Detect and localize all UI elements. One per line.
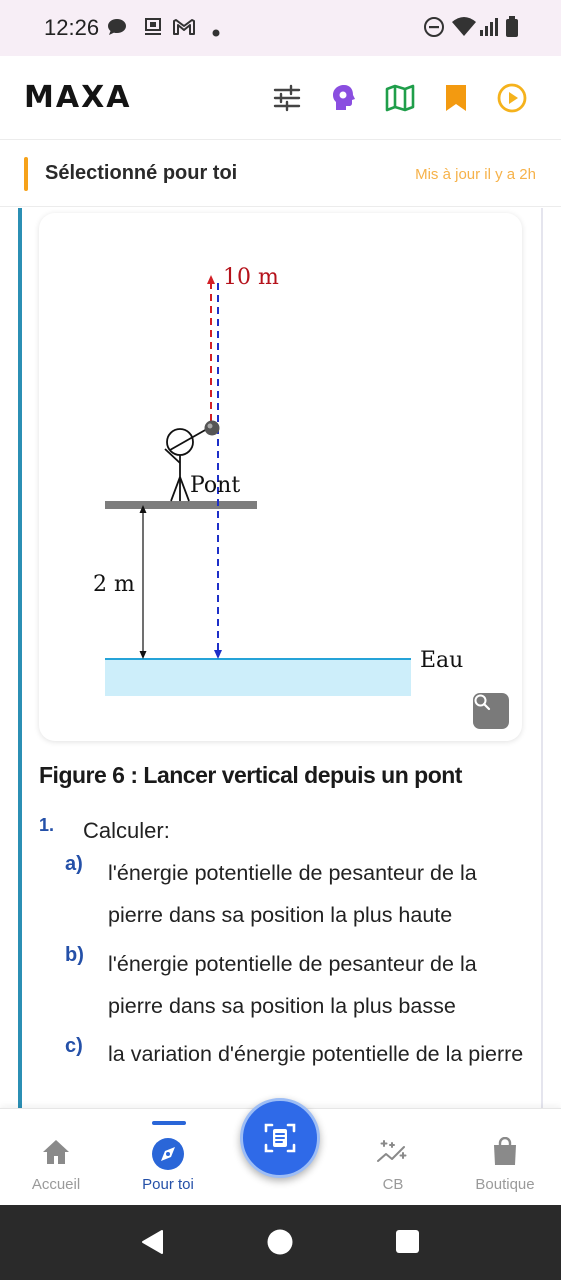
downward-path-arrow	[214, 650, 222, 659]
shopping-bag-icon	[491, 1137, 519, 1172]
section-header	[0, 141, 561, 207]
wifi-icon	[451, 16, 477, 43]
home-circle-icon	[267, 1229, 293, 1255]
back-button[interactable]	[140, 1229, 164, 1260]
do-not-disturb-icon	[423, 16, 445, 43]
magnifier-icon	[473, 693, 491, 711]
sub-item-letter-c: c)	[65, 1035, 83, 1057]
play-circle-icon[interactable]	[496, 82, 528, 114]
dot-icon	[212, 24, 220, 42]
recents-button[interactable]	[396, 1230, 419, 1258]
nav-item-accueil[interactable]	[0, 1109, 112, 1206]
active-tab-indicator	[152, 1121, 186, 1125]
stone	[205, 421, 220, 436]
status-time: 12:26	[44, 15, 100, 40]
maxa-notification-icon	[143, 16, 163, 43]
water-label: Eau	[420, 648, 464, 673]
app-header	[0, 56, 561, 140]
sub-item-text-a: l'énergie potentielle de pesanteur de la pierre dans sa position la plus haute	[108, 861, 477, 927]
sliders-icon[interactable]	[271, 82, 303, 114]
sub-item-letter-b: b)	[65, 944, 84, 966]
nav-label-pour-toi: Pour toi	[142, 1176, 194, 1193]
nav-item-cb[interactable]	[337, 1109, 449, 1206]
distance-label: 2 m	[93, 572, 135, 597]
system-navigation-bar	[0, 1205, 561, 1280]
nav-label-accueil: Accueil	[31, 1176, 81, 1193]
nav-label-boutique: Boutique	[475, 1176, 535, 1193]
chat-bubble-icon	[106, 16, 128, 43]
stone-highlight	[208, 424, 213, 429]
section-accent-bar	[24, 157, 28, 191]
home-button[interactable]	[267, 1229, 293, 1260]
section-title: Sélectionné pour toi	[45, 162, 238, 184]
distance-arrow-bottom	[140, 651, 147, 659]
sparkle-chart-icon	[376, 1137, 410, 1172]
sub-item-letter-a: a)	[65, 853, 83, 875]
upward-path-arrow	[207, 275, 215, 284]
compass-icon	[151, 1137, 185, 1176]
bookmark-icon[interactable]	[440, 82, 472, 114]
app-logo: MAXA	[24, 80, 132, 115]
battery-icon	[505, 16, 519, 43]
gmail-icon	[172, 16, 196, 43]
status-bar	[0, 0, 561, 56]
recents-square-icon	[396, 1230, 419, 1253]
map-icon[interactable]	[384, 82, 416, 114]
nav-label-cb: CB	[382, 1176, 404, 1193]
figure-card	[39, 213, 522, 741]
bridge-deck	[105, 501, 257, 509]
nav-item-pour-toi[interactable]	[112, 1109, 224, 1206]
water-area	[105, 659, 411, 696]
sub-item-text-c: la variation d'énergie potentielle de la pierre	[108, 1042, 524, 1066]
question-number: 1.	[39, 815, 55, 835]
nav-item-boutique[interactable]	[449, 1109, 561, 1206]
back-triangle-icon	[140, 1229, 164, 1255]
zoom-button[interactable]	[473, 693, 509, 729]
brain-icon[interactable]	[328, 82, 360, 114]
bridge-label: Pont	[190, 473, 241, 498]
scan-document-icon	[263, 1121, 297, 1155]
sub-item-text-b: l'énergie potentielle de pesanteur de la pierre dans sa position la plus basse	[108, 952, 477, 1018]
signal-icon	[479, 16, 501, 43]
content-left-rule	[18, 208, 22, 1108]
home-icon	[41, 1137, 71, 1172]
figure-caption: Figure 6 : Lancer vertical depuis un pont	[39, 762, 462, 788]
figure-diagram	[39, 213, 522, 741]
section-updated-text: Mis à jour il y a 2h	[415, 166, 536, 183]
question-text: Calculer:	[83, 818, 170, 843]
scan-fab-button[interactable]	[240, 1098, 320, 1178]
height-label: 10 m	[223, 265, 279, 290]
